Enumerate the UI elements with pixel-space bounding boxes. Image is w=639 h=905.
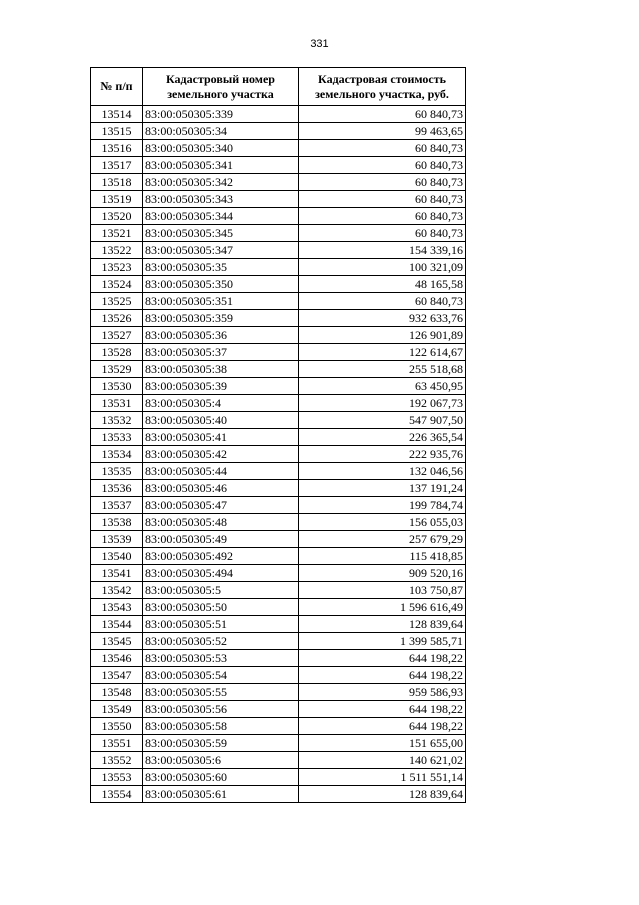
row-number-cell: 13546 [91,650,143,667]
cadastral-value-cell: 128 839,64 [299,786,466,803]
table-row [91,242,466,259]
row-number-cell: 13525 [91,293,143,310]
cadastral-number-cell: 83:00:050305:44 [143,463,299,480]
row-number-cell: 13553 [91,769,143,786]
cadastral-number-cell: 83:00:050305:37 [143,344,299,361]
row-number-cell: 13549 [91,701,143,718]
cadastral-value-cell: 932 633,76 [299,310,466,327]
cadastral-value-cell: 1 399 585,71 [299,633,466,650]
table-row [91,565,466,582]
cadastral-value-cell: 128 839,64 [299,616,466,633]
cadastral-value-cell: 115 418,85 [299,548,466,565]
cadastral-number-cell: 83:00:050305:340 [143,140,299,157]
table-row [91,582,466,599]
cadastral-value-cell: 140 621,02 [299,752,466,769]
table-row [91,514,466,531]
table-row [91,344,466,361]
cadastral-value-cell: 122 614,67 [299,344,466,361]
table-row [91,599,466,616]
cadastral-number-cell: 83:00:050305:35 [143,259,299,276]
cadastral-value-cell: 137 191,24 [299,480,466,497]
cadastral-value-cell: 103 750,87 [299,582,466,599]
cadastral-number-cell: 83:00:050305:53 [143,650,299,667]
row-number-cell: 13531 [91,395,143,412]
row-number-cell: 13554 [91,786,143,803]
cadastral-number-cell: 83:00:050305:51 [143,616,299,633]
cadastral-value-cell: 909 520,16 [299,565,466,582]
row-number-cell: 13522 [91,242,143,259]
cadastral-number-cell: 83:00:050305:50 [143,599,299,616]
cadastral-number-cell: 83:00:050305:344 [143,208,299,225]
row-number-cell: 13529 [91,361,143,378]
row-number-cell: 13519 [91,191,143,208]
table-row [91,548,466,565]
cadastral-value-cell: 644 198,22 [299,718,466,735]
cadastral-number-cell: 83:00:050305:58 [143,718,299,735]
cadastral-number-cell: 83:00:050305:49 [143,531,299,548]
cadastral-number-cell: 83:00:050305:52 [143,633,299,650]
cadastral-value-cell: 154 339,16 [299,242,466,259]
cadastral-number-cell: 83:00:050305:341 [143,157,299,174]
cadastral-number-cell: 83:00:050305:494 [143,565,299,582]
row-number-cell: 13521 [91,225,143,242]
table-row [91,786,466,803]
table-row [91,395,466,412]
table-row [91,752,466,769]
row-number-cell: 13548 [91,684,143,701]
cadastral-number-cell: 83:00:050305:342 [143,174,299,191]
table-row [91,633,466,650]
cadastral-value-cell: 644 198,22 [299,701,466,718]
table-row [91,463,466,480]
table-row [91,208,466,225]
cadastral-value-cell: 60 840,73 [299,293,466,310]
cadastral-number-cell: 83:00:050305:56 [143,701,299,718]
cadastral-number-cell: 83:00:050305:34 [143,123,299,140]
cadastral-number-cell: 83:00:050305:59 [143,735,299,752]
row-number-cell: 13535 [91,463,143,480]
row-number-cell: 13520 [91,208,143,225]
cadastral-number-cell: 83:00:050305:36 [143,327,299,344]
cadastral-value-cell: 959 586,93 [299,684,466,701]
table-body [91,106,466,803]
row-number-cell: 13552 [91,752,143,769]
cadastral-number-cell: 83:00:050305:40 [143,412,299,429]
header-number: № п/п [91,68,143,106]
row-number-cell: 13534 [91,446,143,463]
cadastral-value-cell: 644 198,22 [299,667,466,684]
cadastral-value-cell: 199 784,74 [299,497,466,514]
table-row [91,174,466,191]
table-row [91,123,466,140]
table-row [91,446,466,463]
cadastral-value-cell: 60 840,73 [299,225,466,242]
row-number-cell: 13538 [91,514,143,531]
row-number-cell: 13542 [91,582,143,599]
table-row [91,191,466,208]
cadastral-value-cell: 257 679,29 [299,531,466,548]
cadastral-value-cell: 547 907,50 [299,412,466,429]
row-number-cell: 13514 [91,106,143,123]
cadastral-value-cell: 63 450,95 [299,378,466,395]
row-number-cell: 13539 [91,531,143,548]
row-number-cell: 13532 [91,412,143,429]
cadastral-value-cell: 255 518,68 [299,361,466,378]
cadastral-number-cell: 83:00:050305:47 [143,497,299,514]
cadastral-value-cell: 60 840,73 [299,208,466,225]
row-number-cell: 13537 [91,497,143,514]
row-number-cell: 13551 [91,735,143,752]
row-number-cell: 13517 [91,157,143,174]
table-row [91,157,466,174]
row-number-cell: 13540 [91,548,143,565]
cadastral-number-cell: 83:00:050305:5 [143,582,299,599]
row-number-cell: 13518 [91,174,143,191]
cadastral-value-cell: 60 840,73 [299,174,466,191]
table-row [91,429,466,446]
row-number-cell: 13526 [91,310,143,327]
cadastral-value-cell: 60 840,73 [299,157,466,174]
cadastral-value-cell: 99 463,65 [299,123,466,140]
page-number: 331 [310,38,329,50]
row-number-cell: 13533 [91,429,143,446]
cadastral-number-cell: 83:00:050305:350 [143,276,299,293]
table-row [91,293,466,310]
cadastral-number-cell: 83:00:050305:55 [143,684,299,701]
cadastral-value-cell: 60 840,73 [299,140,466,157]
table-row [91,616,466,633]
cadastral-number-cell: 83:00:050305:38 [143,361,299,378]
row-number-cell: 13523 [91,259,143,276]
table-row [91,701,466,718]
cadastral-number-cell: 83:00:050305:351 [143,293,299,310]
cadastral-number-cell: 83:00:050305:39 [143,378,299,395]
row-number-cell: 13530 [91,378,143,395]
cadastral-number-cell: 83:00:050305:347 [143,242,299,259]
cadastral-value-cell: 1 596 616,49 [299,599,466,616]
table-row [91,769,466,786]
row-number-cell: 13516 [91,140,143,157]
table-row [91,480,466,497]
cadastral-value-cell: 100 321,09 [299,259,466,276]
row-number-cell: 13541 [91,565,143,582]
cadastral-value-cell: 1 511 551,14 [299,769,466,786]
table-row [91,259,466,276]
header-row [91,68,466,106]
table-row [91,361,466,378]
cadastral-number-cell: 83:00:050305:60 [143,769,299,786]
cadastral-value-cell: 192 067,73 [299,395,466,412]
row-number-cell: 13536 [91,480,143,497]
cadastral-number-cell: 83:00:050305:42 [143,446,299,463]
table-row [91,650,466,667]
cadastral-number-cell: 83:00:050305:61 [143,786,299,803]
table-row [91,327,466,344]
cadastral-number-cell: 83:00:050305:345 [143,225,299,242]
cadastral-number-cell: 83:00:050305:343 [143,191,299,208]
cadastral-number-cell: 83:00:050305:48 [143,514,299,531]
cadastral-number-cell: 83:00:050305:359 [143,310,299,327]
row-number-cell: 13545 [91,633,143,650]
table-row [91,718,466,735]
header-cadastral-number: Кадастровый номер земельного участка [143,68,299,106]
row-number-cell: 13543 [91,599,143,616]
cadastral-value-table [90,67,466,803]
table-row [91,531,466,548]
table-row [91,667,466,684]
cadastral-number-cell: 83:00:050305:46 [143,480,299,497]
table-row [91,140,466,157]
cadastral-value-cell: 644 198,22 [299,650,466,667]
cadastral-value-cell: 151 655,00 [299,735,466,752]
cadastral-number-cell: 83:00:050305:339 [143,106,299,123]
cadastral-value-cell: 222 935,76 [299,446,466,463]
cadastral-number-cell: 83:00:050305:41 [143,429,299,446]
row-number-cell: 13544 [91,616,143,633]
cadastral-number-cell: 83:00:050305:6 [143,752,299,769]
cadastral-number-cell: 83:00:050305:54 [143,667,299,684]
cadastral-value-cell: 132 046,56 [299,463,466,480]
row-number-cell: 13524 [91,276,143,293]
cadastral-value-cell: 60 840,73 [299,191,466,208]
cadastral-value-cell: 156 055,03 [299,514,466,531]
row-number-cell: 13515 [91,123,143,140]
table-row [91,106,466,123]
cadastral-value-cell: 126 901,89 [299,327,466,344]
table-row [91,412,466,429]
table-row [91,684,466,701]
table-header [91,68,466,106]
table-row [91,497,466,514]
row-number-cell: 13527 [91,327,143,344]
cadastral-number-cell: 83:00:050305:4 [143,395,299,412]
row-number-cell: 13547 [91,667,143,684]
cadastral-number-cell: 83:00:050305:492 [143,548,299,565]
table-row [91,276,466,293]
table-row [91,735,466,752]
row-number-cell: 13528 [91,344,143,361]
header-cadastral-value: Кадастровая стоимость земельного участка, руб. [299,68,466,106]
row-number-cell: 13550 [91,718,143,735]
cadastral-value-cell: 60 840,73 [299,106,466,123]
table-row [91,378,466,395]
table-row [91,225,466,242]
cadastral-value-cell: 48 165,58 [299,276,466,293]
table-row [91,310,466,327]
cadastral-value-cell: 226 365,54 [299,429,466,446]
